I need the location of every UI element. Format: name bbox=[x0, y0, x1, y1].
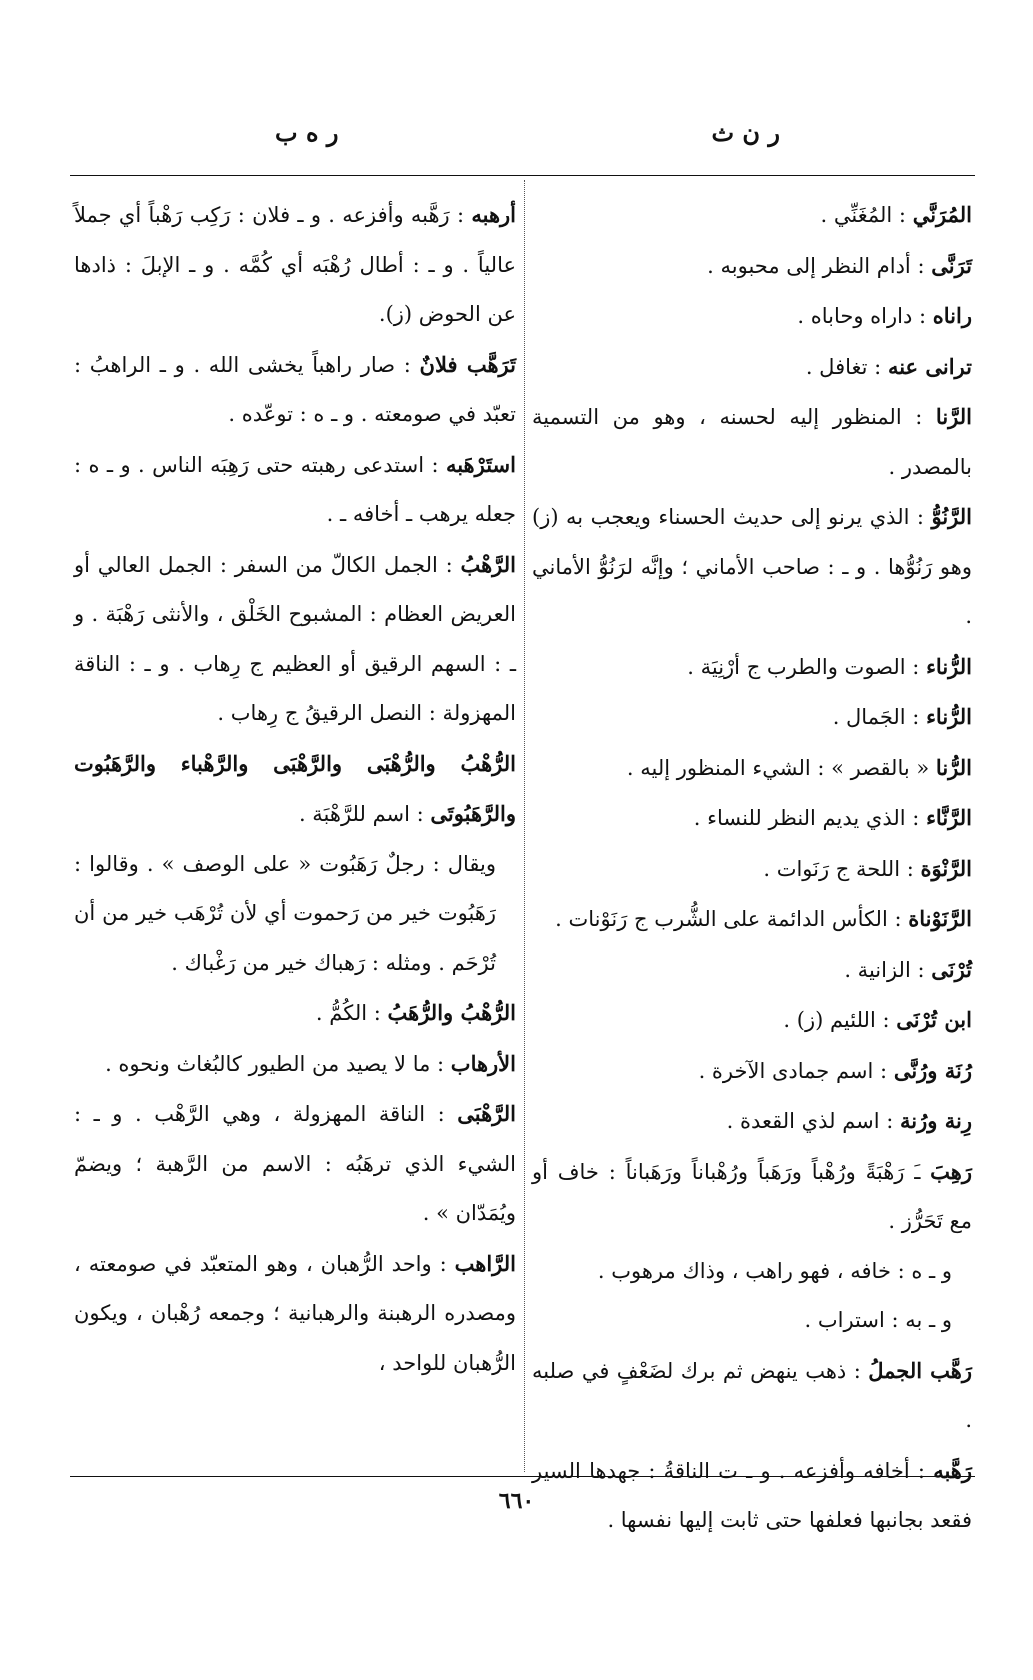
page-header bbox=[70, 118, 970, 158]
headword: الرَّنا bbox=[935, 404, 972, 429]
definition: : المنظور إليه لحسنه ، وهو من التسمية بالمصدر . bbox=[532, 405, 972, 479]
dictionary-entry bbox=[74, 988, 516, 1039]
definition: : الزانية . bbox=[844, 957, 925, 982]
definition: : اسم لذي القعدة . bbox=[726, 1109, 894, 1133]
definition: : الكُمُّ . bbox=[315, 1001, 381, 1025]
definition: : تغافل . bbox=[805, 354, 882, 379]
dictionary-entry bbox=[532, 1296, 972, 1346]
dictionary-entry bbox=[74, 1239, 516, 1389]
headword: راناه bbox=[932, 303, 972, 328]
dictionary-entry bbox=[532, 692, 972, 743]
headword: الرَّنَّاء bbox=[926, 805, 972, 830]
dictionary-entry bbox=[532, 793, 972, 844]
dictionary-entry bbox=[74, 190, 516, 340]
headword: الرَّهْبُ bbox=[460, 551, 516, 577]
dictionary-entry bbox=[532, 1346, 972, 1446]
headword: الرُّناء bbox=[926, 653, 972, 679]
headword: الرَّهْبَى bbox=[457, 1101, 516, 1126]
dictionary-entry bbox=[532, 492, 972, 642]
definition: : الجمل الكالّ من السفر : الجمل العالي أو العريض العظام : المشبوح الخَلْق ، والأنثى رَهْبَة . و ـ : السهم الرقيق أو العظيم ج رِهاب . و ـ : الناقة المهزولة : النصل الرقيقُ ج رِهاب . bbox=[74, 552, 516, 725]
dictionary-entry bbox=[532, 945, 972, 996]
dictionary-entry bbox=[532, 844, 972, 895]
footer-rule bbox=[70, 1476, 975, 1477]
headword: رُنَة ورُنَّى bbox=[893, 1057, 972, 1083]
headword: تَرَنَّى bbox=[931, 252, 972, 278]
headword: الرَّاهب bbox=[454, 1250, 516, 1276]
definition: : استدعى رهبته حتى رَهِبَه الناس . و ـ ه : جعله يرهب ـ أخافه ـ . bbox=[74, 452, 516, 526]
definition: : الذي يديم النظر للنساء . bbox=[693, 806, 920, 830]
dictionary-entry bbox=[74, 739, 516, 840]
headword: الرُّنا bbox=[935, 754, 972, 780]
headword: تُرْنَى bbox=[931, 956, 972, 982]
definition: ـَ رَهْبَةً ورُهْباً ورَهَباً ورُهْباناً ورَهَباناً : خاف أو مع تَحَرُّز . bbox=[532, 1159, 972, 1233]
header-rule bbox=[70, 175, 975, 176]
dictionary-entry bbox=[74, 1039, 516, 1090]
dictionary-entry bbox=[532, 1096, 972, 1147]
headword: الرَّنُوُّ bbox=[931, 504, 972, 529]
definition: : الصوت والطرب ج أرْنِيَة . bbox=[687, 654, 920, 679]
dictionary-entry bbox=[532, 894, 972, 945]
definition: و ـ ه : خافه ، فهو راهب ، وذاك مرهوب . bbox=[597, 1258, 952, 1283]
headword: ترانى عنه bbox=[887, 353, 972, 379]
definition: ويقال : رجلٌ رَهَبُوت « على الوصف » . وقالوا : رَهَبُوت خير من رَحموت أي لأن تُرْهَب خير من أن تُرْحَم . ومثله : رَهباك خير من رَغْباك . bbox=[74, 851, 496, 975]
dictionary-entry bbox=[74, 340, 516, 440]
definition: : ما لا يصيد من الطيور كالبُغاث ونحوه . bbox=[105, 1051, 445, 1076]
headword: رَهِبَ bbox=[930, 1158, 972, 1184]
definition: : أخافه وأفزعه . و ـ ت الناقةُ : جهدها السير فقعد بجانبها فعلفها حتى ثابت إليها نفسها . bbox=[532, 1458, 972, 1532]
definition: و ـ به : استراب . bbox=[804, 1308, 952, 1332]
dictionary-entry bbox=[74, 540, 516, 739]
definition: : الناقة المهزولة ، وهي الرَّهْب . و ـ : الشيء الذي ترهَبُه : الاسم من الرَّهبة ؛ ويضمّ ويُمَدّان » . bbox=[74, 1102, 516, 1225]
definition: : أدام النظر إلى محبوبه . bbox=[707, 253, 925, 278]
guide-word-right: ر ن ث bbox=[711, 118, 780, 147]
dictionary-entry bbox=[532, 1247, 972, 1297]
headword: رَهَّبه bbox=[933, 1457, 972, 1483]
dictionary-entry bbox=[532, 743, 972, 794]
headword: رِنة ورُنة bbox=[900, 1108, 972, 1133]
headword: ابن تُرْنَى bbox=[896, 1007, 972, 1032]
headword: المُرَنَّي bbox=[912, 202, 972, 227]
definition: : اللحة ج رَنَوات . bbox=[763, 856, 914, 881]
headword: استَرْهَبه bbox=[445, 451, 516, 477]
dictionary-entry bbox=[74, 1089, 516, 1239]
definition: : داراه وحاباه . bbox=[797, 304, 927, 328]
definition: : اللئيم (ز) . bbox=[783, 1008, 890, 1032]
headword: الرُّناء bbox=[926, 704, 972, 729]
dictionary-entry bbox=[532, 291, 972, 342]
headword: الرَّنَوْناة bbox=[908, 906, 972, 931]
headword: الرُّهْبُ والرُّهْبَى والرَّهْبَى والرَّهْباء والرَّهَبُوت والرَّهَبُوتَى bbox=[74, 750, 516, 826]
left-column bbox=[74, 190, 516, 1388]
definition: : رَهَّبه وأفزعه . و ـ فلان : رَكِب رَهْباً أي جملاً عالياً . و ـ : أطال رُهْبَه أي كُمَّه . و ـ الإبلَ : ذادها عن الحوض (ز). bbox=[74, 203, 516, 326]
definition: : ذهب ينهض ثم برك لضَعْفٍ في صلبه . bbox=[532, 1358, 972, 1432]
page-number: ٦٦٠ bbox=[498, 1488, 535, 1514]
dictionary-entry bbox=[532, 995, 972, 1046]
definition: : الذي يرنو إلى حديث الحسناء ويعجب به (ز) وهو رَنُوُّها . و ـ : صاحب الأماني ؛ وإنَّه لرَنُوُّ الأماني . bbox=[532, 505, 972, 628]
definition: : الكأس الدائمة على الشُّرب ج رَنَوْنات . bbox=[555, 907, 902, 931]
guide-word-left: ر ه ب bbox=[275, 118, 339, 147]
definition: : اسم جمادى الآخرة . bbox=[698, 1058, 888, 1083]
dictionary-entry bbox=[532, 1046, 972, 1097]
definition: : صار راهباً يخشى الله . و ـ الراهبُ : تعبّد في صومعته . و ـ ه : توعّده . bbox=[74, 352, 516, 426]
right-column bbox=[532, 190, 972, 1546]
dictionary-entry bbox=[74, 840, 516, 989]
definition: : اسم للرَّهْبَة . bbox=[298, 802, 424, 826]
headword: الرُّهْبُ والرُّهَبُ bbox=[387, 1000, 516, 1025]
headword: الرَّنْوَة bbox=[920, 855, 972, 881]
definition: : واحد الرُّهبان ، وهو المتعبّد في صومعته ، ومصدره الرهبنة والرهبانية ؛ وجمعه رُهْبان ، ويكون الرُّهبان للواحد ، bbox=[74, 1251, 516, 1375]
definition: : المُغَنِّي . bbox=[820, 203, 906, 227]
definition: : الجَمال . bbox=[832, 705, 920, 729]
headword: الأرهاب bbox=[450, 1050, 516, 1076]
headword: رَهَّب الجملُ bbox=[868, 1357, 972, 1383]
dictionary-entry bbox=[532, 190, 972, 241]
dictionary-entry bbox=[532, 342, 972, 393]
column-divider bbox=[524, 180, 525, 1472]
dictionary-entry bbox=[532, 642, 972, 693]
dictionary-entry bbox=[532, 241, 972, 292]
dictionary-entry bbox=[74, 440, 516, 540]
headword: أرهبه bbox=[471, 202, 517, 227]
definition: « بالقصر » : الشيء المنظور إليه . bbox=[626, 755, 930, 780]
dictionary-entry bbox=[532, 1147, 972, 1247]
headword: تَرَهَّب فلانٌ bbox=[419, 351, 516, 377]
dictionary-entry bbox=[532, 392, 972, 492]
